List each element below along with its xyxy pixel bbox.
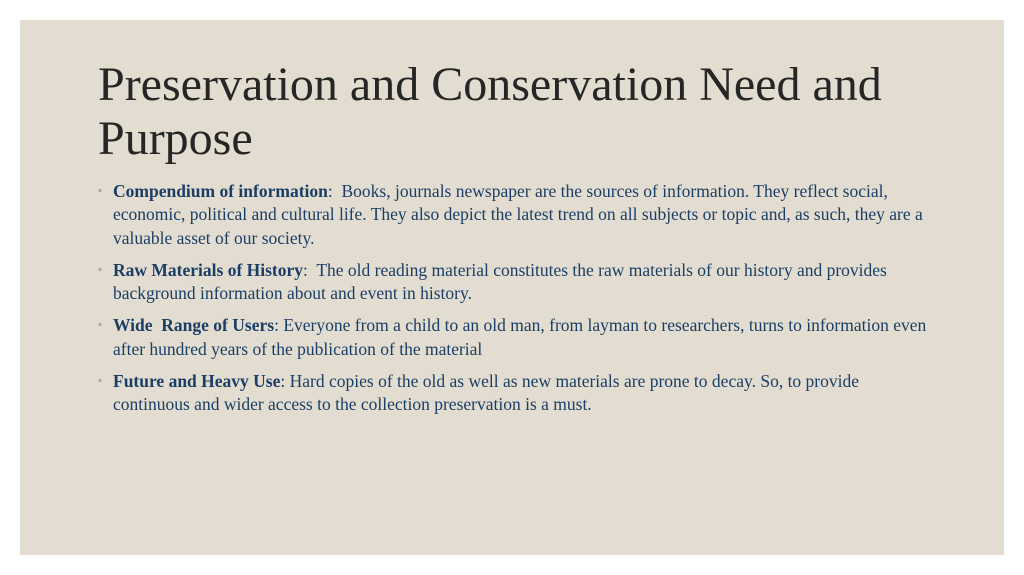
- bullet-item: [98, 259, 928, 306]
- bullet-text: The old reading material constitutes the raw materials of our history and provides background information about and event in history.: [113, 259, 887, 304]
- bullet-text: Hard copies of the old as well as new materials are prone to decay. So, to provide continuous and wider access to the collection preservation is a must.: [113, 371, 860, 415]
- bullet-heading: Compendium of information: [113, 181, 328, 201]
- bullet-separator: :: [280, 371, 290, 392]
- bullet-separator: :: [303, 259, 317, 280]
- bullet-item: [98, 180, 928, 250]
- bullet-heading: Raw Materials of History: [113, 259, 304, 280]
- bullet-circle-icon: ◦: [98, 185, 102, 197]
- bullet-text: Everyone from a child to an old man, from layman to researchers, turns to information even after hundred years of the publication of the material: [113, 315, 927, 359]
- bullet-separator: :: [274, 315, 284, 336]
- bullet-item: [98, 370, 928, 417]
- slide-title: Preservation and Conservation Need and Purpose: [98, 58, 882, 165]
- bullet-circle-icon: ◦: [98, 263, 102, 276]
- bullet-item: [98, 314, 928, 361]
- bullet-text: Books, journals newspaper are the sources of information. They reflect social, economic, political and cultural life. They also depict the latest trend on all subjects or topic and, as such, they are a valuable asset of our society.: [113, 181, 923, 248]
- slide: [20, 20, 1004, 555]
- bullet-separator: :: [327, 181, 342, 201]
- bullet-circle-icon: ◦: [98, 375, 102, 388]
- bullet-circle-icon: ◦: [98, 319, 102, 332]
- bullet-heading: Future and Heavy Use: [113, 371, 281, 392]
- bullet-list: [98, 180, 928, 426]
- bullet-heading: Wide Range of Users: [113, 315, 275, 336]
